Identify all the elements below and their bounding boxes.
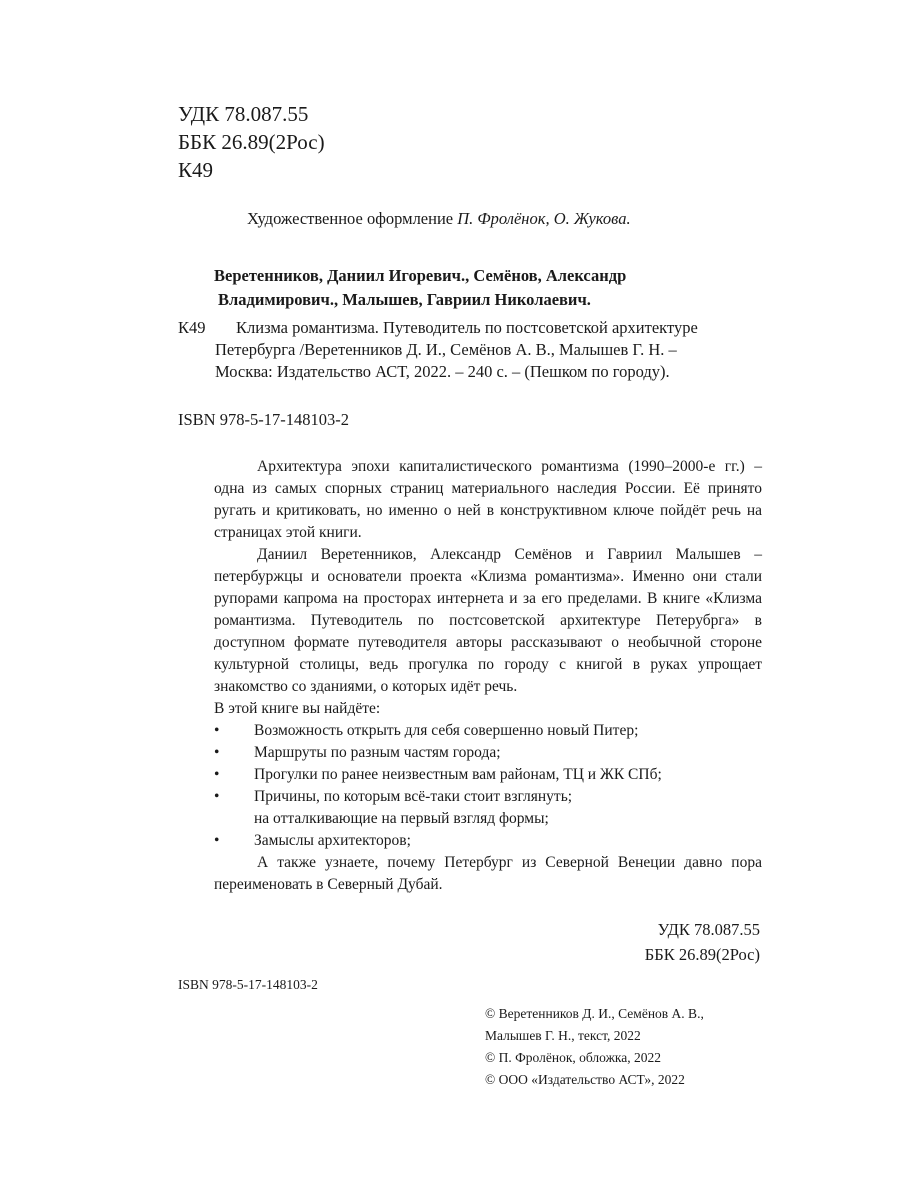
bullet-icon: • <box>214 722 220 739</box>
copyright-line: Малышев Г. Н., текст, 2022 <box>485 1028 641 1043</box>
classification-codes-bottom <box>600 917 760 967</box>
authors-heading <box>214 264 764 312</box>
annotation-paragraph-1: Архитектура эпохи капиталистического романтизма (1990–2000-е гг.) – одна из самых спорных страниц материального наследия России. Её принято ругать и критиковать, но именно о ней в конструктивном ключе пойдёт речь на страницах этой книги. <box>214 458 762 541</box>
classification-codes-top <box>178 100 325 184</box>
copyright-line: © П. Фролёнок, обложка, 2022 <box>485 1050 661 1065</box>
list-item-text: Причины, по которым всё-таки стоит взглянуть; <box>254 788 573 805</box>
list-item <box>214 764 762 786</box>
isbn-bottom: ISBN 978-5-17-148103-2 <box>178 977 318 992</box>
catalog-line-1: Клизма романтизма. Путеводитель по постсоветской архитектуре <box>236 318 698 337</box>
copyright-block <box>485 1003 745 1091</box>
udk-code: УДК 78.087.55 <box>178 102 309 126</box>
design-credit-label: Художественное оформление <box>247 209 454 228</box>
bbk-code: ББК 26.89(2Рос) <box>178 130 325 154</box>
author-sign: К49 <box>178 158 214 182</box>
annotation-closing: А также узнаете, почему Петербург из Северной Венеции давно пора переименовать в Северный Дубай. <box>214 854 762 893</box>
annotation <box>214 456 762 896</box>
isbn-top: ISBN 978-5-17-148103-2 <box>178 410 349 429</box>
list-item-text: Возможность открыть для себя совершенно новый Питер; <box>254 722 639 739</box>
design-credit <box>247 209 631 229</box>
list-item-text: Замыслы архитекторов; <box>254 832 411 849</box>
bullet-icon: • <box>214 832 220 849</box>
list-item-text: Прогулки по ранее неизвестным вам районам, ТЦ и ЖК СПб; <box>254 766 662 783</box>
design-credit-names: П. Фролёнок, О. Жукова. <box>457 209 631 228</box>
list-item <box>214 720 762 742</box>
list-item <box>214 742 762 764</box>
bullet-icon: • <box>214 744 220 761</box>
catalog-entry <box>178 317 768 383</box>
list-item-text: Маршруты по разным частям города; <box>254 744 501 761</box>
catalog-code: К49 <box>178 318 206 337</box>
authors-line-2: Владимирович., Малышев, Гавриил Николаевич. <box>218 290 591 309</box>
list-item-continuation: на отталкивающие на первый взгляд формы; <box>254 810 549 827</box>
bullet-icon: • <box>214 788 220 805</box>
bbk-code: ББК 26.89(2Рос) <box>644 945 760 964</box>
udk-code: УДК 78.087.55 <box>657 920 760 939</box>
bullet-icon: • <box>214 766 220 783</box>
list-intro: В этой книге вы найдёте: <box>214 700 381 717</box>
annotation-paragraph-2: Даниил Веретенников, Александр Семёнов и Гавриил Малышев – петербуржцы и основатели проекта «Клизма романтизма». Именно они стали рупорами капрома на просторах интернета и за его пределами. В книге «Клизма романтизма. Путеводитель по постсоветской архитектуре Петерубрга» в доступном формате путеводителя авторы рассказывают о необычной стороне культурной столицы, ведь прогулка по городу с книгой в руках упрощает знакомство со зданиями, о которых идёт речь. <box>214 546 762 695</box>
copyright-line: © Веретенников Д. И., Семёнов А. В., <box>485 1006 704 1021</box>
list-item <box>214 830 762 852</box>
catalog-line-2: Петербурга /Веретенников Д. И., Семёнов А. В., Малышев Г. Н. – <box>215 340 677 359</box>
authors-line-1: Веретенников, Даниил Игоревич., Семёнов, Александр <box>214 266 627 285</box>
list-item <box>214 786 762 808</box>
catalog-line-3: Москва: Издательство АСТ, 2022. – 240 с. – (Пешком по городу). <box>215 362 670 381</box>
copyright-line: © ООО «Издательство АСТ», 2022 <box>485 1072 685 1087</box>
